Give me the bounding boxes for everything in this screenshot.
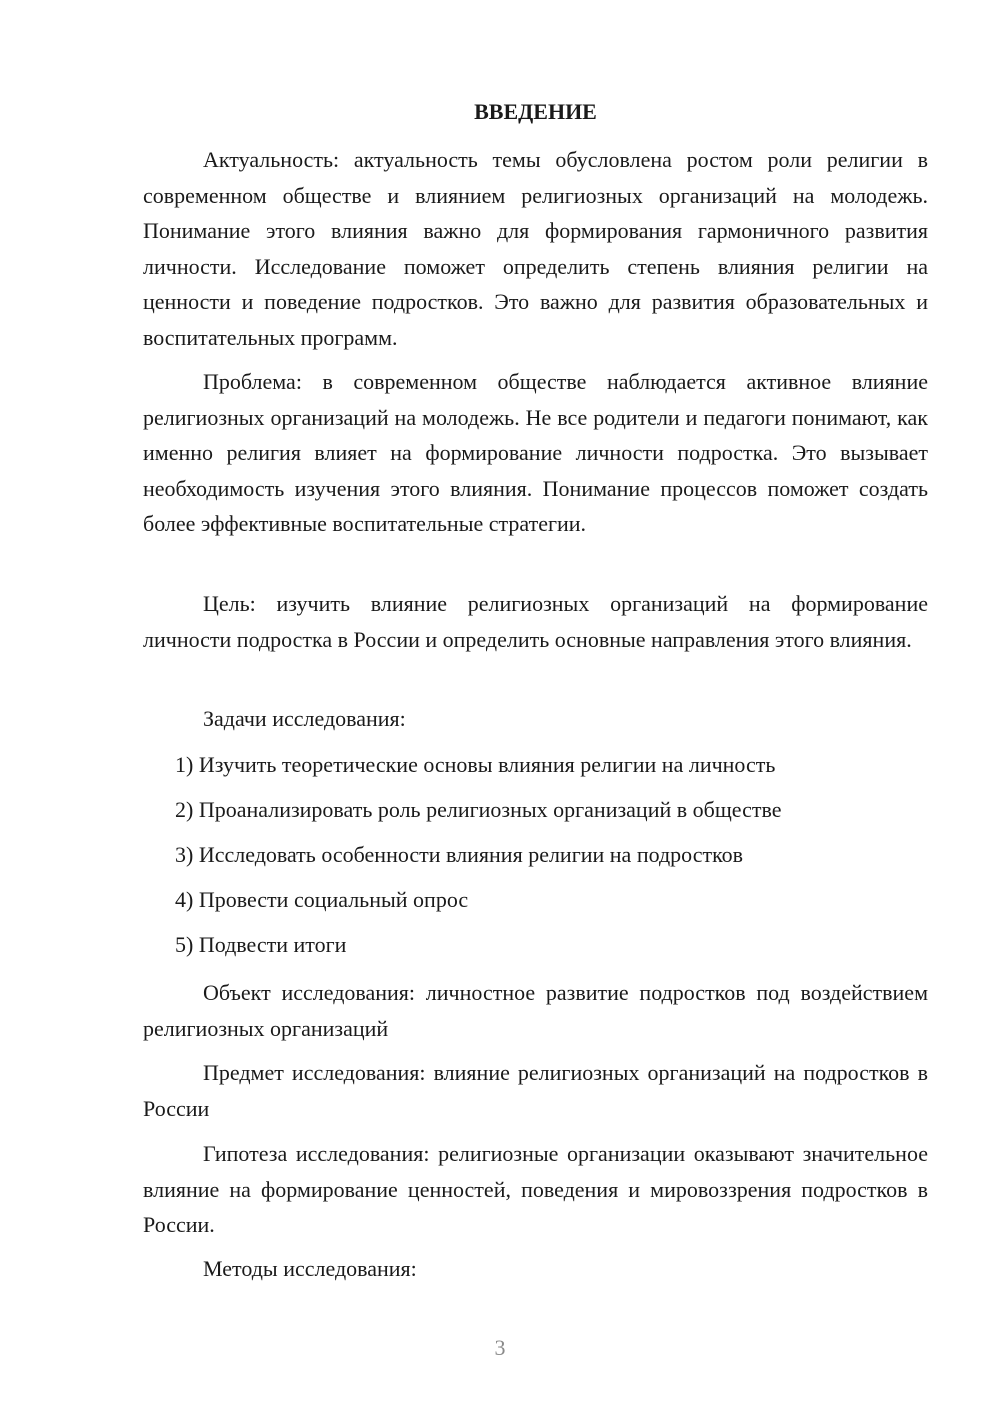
page-number: 3 [494,1335,506,1360]
paragraph-subject: Предмет исследования: влияние религиозных организаций на подростков в России [143,1060,928,1121]
list-item: 2) Проанализировать роль религиозных организаций в обществе [175,797,782,822]
paragraph-relevance: Актуальность: актуальность темы обусловлена ростом роли религии в современном обществе и влиянием религиозных организаций на молодежь. Понимание этого влияния важно для формирования гармоничного развития личности. Исследование поможет определить степень влияния религии на ценности и поведение подростков. Это важно для развития образовательных и воспитательных программ. [143,147,928,350]
list-item: 1) Изучить теоретические основы влияния религии на личность [175,752,776,777]
paragraph-hypothesis: Гипотеза исследования: религиозные организации оказывают значительное влияние на формирование ценностей, поведения и мировоззрения подростков в России. [143,1141,928,1237]
list-item: 4) Провести социальный опрос [175,887,469,912]
paragraph-goal: Цель: изучить влияние религиозных организаций на формирование личности подростка в России и определить основные направления этого влияния. [143,591,928,652]
page-title: ВВЕДЕНИЕ [474,99,597,124]
paragraph-problem: Проблема: в современном обществе наблюдается активное влияние религиозных организаций на молодежь. Не все родители и педагоги понимают, как именно религия влияет на формирование личности подростка. Это вызывает необходимость изучения этого влияния. Понимание процессов поможет создать более эффективные воспитательные стратегии. [143,369,928,536]
methods-heading: Методы исследования: [203,1256,417,1281]
paragraph-object: Объект исследования: личностное развитие подростков под воздействием религиозных организаций [143,980,928,1041]
list-item: 5) Подвести итоги [175,932,347,957]
tasks-heading: Задачи исследования: [203,706,406,731]
list-item: 3) Исследовать особенности влияния религии на подростков [175,842,744,867]
